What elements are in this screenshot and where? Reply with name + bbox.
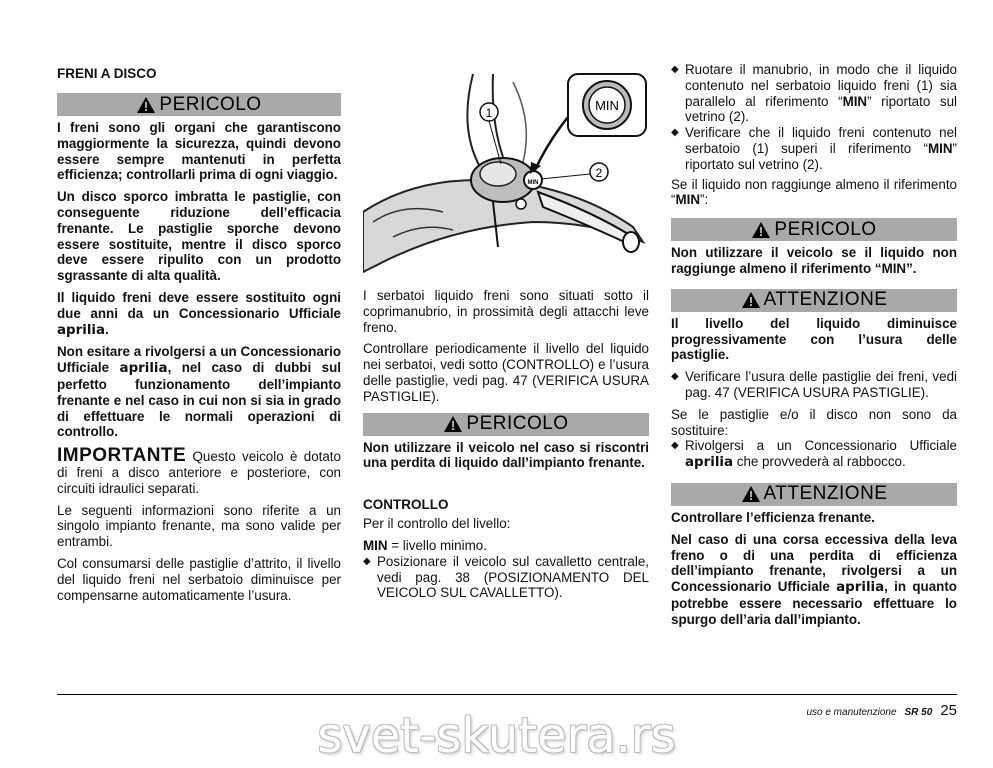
important-text: Questo veicolo è dotato di freni a disco anteriore e posteriore, con circuiti idraulici separati. bbox=[57, 449, 341, 496]
warning-text-3-body: Il liquido freni deve essere sostituito ogni due anni da un Concessionario Ufficiale bbox=[57, 289, 341, 321]
list-item bbox=[363, 554, 649, 601]
dealer-list bbox=[671, 438, 957, 471]
if-paragraph bbox=[671, 177, 957, 209]
important-note bbox=[57, 445, 341, 496]
brake-reservoir-illustration bbox=[363, 62, 649, 282]
pericolo-banner-3 bbox=[671, 218, 957, 241]
warning-text-2: Un disco sporco imbratta le pastiglie, con conseguente riduzione dell’efficacia frenante. Le pastiglie sporche devono essere sostituite, mentre il disco sporco deve essere ripulito con un prodotto sgrassante di alta qualità. bbox=[57, 189, 341, 284]
min-inset-label: MIN bbox=[595, 98, 619, 113]
pericolo-label: PERICOLO bbox=[774, 218, 877, 240]
attention-text-efficiency: Controllare l’efficienza frenante. bbox=[671, 509, 875, 525]
column-right bbox=[671, 62, 957, 634]
controllo-list bbox=[363, 554, 649, 601]
warning-triangle-icon bbox=[741, 485, 761, 503]
bleed-a: Nel caso di una corsa eccessiva della leva freno o di una perdita di efficienza dell’impianto frenante, rivolgersi a un Concessionario Ufficiale bbox=[671, 531, 957, 595]
pericolo-banner-2 bbox=[363, 413, 649, 436]
warning-text-leak: Non utilizzare il veicolo nel caso si riscontri una perdita di liquido dall’impianto frenante. bbox=[363, 439, 649, 471]
attenzione-banner-2 bbox=[671, 483, 957, 506]
brand-name: aprilia bbox=[685, 455, 734, 471]
min-term: MIN bbox=[675, 192, 701, 208]
min-term: MIN bbox=[927, 140, 953, 156]
list-item bbox=[671, 369, 957, 401]
attention-text-bleed bbox=[671, 532, 957, 628]
warning-triangle-icon bbox=[751, 221, 771, 239]
list-item bbox=[671, 125, 957, 172]
page-number: 25 bbox=[940, 702, 957, 719]
watermark-text: svet-skutera.rs bbox=[317, 708, 676, 764]
if-b: ”: bbox=[700, 192, 709, 208]
check-paragraph: Controllare periodicamente il livello del liquido nei serbatoi, vedi sotto (CONTROLLO) e l’usura delle pastiglie, vedi pag. 47 (VERIFICA USURA PASTIGLIE). bbox=[363, 341, 649, 404]
brand-name: aprilia bbox=[119, 361, 168, 377]
warning-text-4 bbox=[57, 344, 341, 440]
pericolo-banner bbox=[57, 93, 341, 116]
footer-manual: uso e manutenzione bbox=[806, 707, 897, 718]
min-term: MIN bbox=[363, 537, 388, 553]
attenzione-label: ATTENZIONE bbox=[763, 483, 888, 505]
step1-a: Ruotare il manubrio, in modo che il liquido contenuto nel serbatoio liquido freni (1) sia parallelo al riferimento “ bbox=[685, 62, 957, 109]
warning-triangle-icon bbox=[741, 291, 761, 309]
dealer-b: che provvederà al rabbocco. bbox=[733, 454, 906, 470]
pads-list bbox=[671, 369, 957, 401]
list-item-text: Verificare l’usura delle pastiglie dei freni, vedi pag. 47 (VERIFICA USURA PASTIGLIE). bbox=[685, 369, 957, 400]
if-a: Se il liquido non raggiunge almeno il riferimento “ bbox=[671, 176, 957, 208]
info-paragraph: Le seguenti informazioni sono riferite a un singolo impianto frenante, ma sono valide per entrambi. bbox=[57, 502, 341, 550]
attenzione-label: ATTENZIONE bbox=[763, 289, 888, 311]
callout-1: 1 bbox=[485, 106, 493, 120]
list-item bbox=[671, 438, 957, 471]
list-item-text: Posizionare il veicolo sul cavalletto centrale, vedi pag. 38 (POSIZIONAMENTO DEL VEICOLO SUL CAVALLETTO). bbox=[377, 553, 649, 601]
min-definition bbox=[363, 538, 649, 554]
callout-2: 2 bbox=[595, 166, 603, 180]
controllo-intro: Per il controllo del livello: bbox=[363, 516, 511, 532]
wear-paragraph: Col consumarsi delle pastiglie d’attrito, il livello del liquido freni nel serbatoio diminuisce per compensarne automaticamente l’usura. bbox=[57, 555, 341, 603]
diamond-bullet-icon: ◆ bbox=[671, 127, 679, 139]
warning-text-min: Non utilizzare il veicolo se il liquido non raggiunge almeno il riferimento “MIN”. bbox=[671, 245, 957, 276]
min-def: = livello minimo. bbox=[387, 537, 487, 553]
warning-triangle-icon bbox=[136, 96, 156, 114]
step2-b: ” riportato sul vetrino (2). bbox=[685, 140, 957, 172]
dealer-a: Rivolgersi a un Concessionario Ufficiale bbox=[685, 438, 957, 454]
column-left bbox=[57, 62, 341, 609]
section-title-controllo: CONTROLLO bbox=[363, 497, 449, 513]
steps-list bbox=[671, 62, 957, 173]
brand-name: aprilia bbox=[57, 322, 106, 338]
column-middle bbox=[363, 62, 649, 607]
bleed-b: , in quanto potrebbe essere necessario effettuare lo spurgo dell’aria dall’impianto. bbox=[671, 579, 957, 627]
step2-a: Verificare che il liquido freni contenuto nel serbatoio (1) superi il riferimento “ bbox=[685, 125, 957, 156]
important-label: IMPORTANTE bbox=[57, 445, 187, 467]
pads-paragraph: Se le pastiglie e/o il disco non sono da sostituire: bbox=[671, 406, 957, 438]
section-title-freni: FRENI A DISCO bbox=[57, 66, 157, 81]
reservoir-paragraph: I serbatoi liquido freni sono situati sotto il coprimanubrio, in prossimità degli attacchi leve freno. bbox=[363, 288, 649, 335]
diamond-bullet-icon: ◆ bbox=[671, 440, 679, 452]
min-small-label: MIN bbox=[527, 180, 539, 186]
warning-text-3: Il liquido freni deve essere sostituito ogni due anni da un Concessionario Ufficiale aprilia. bbox=[57, 289, 341, 338]
pericolo-label: PERICOLO bbox=[466, 413, 569, 435]
warning-text-1: I freni sono gli organi che garantiscono maggiormente la sicurezza, quindi devono essere sempre mantenuti in perfetta efficienza; controllarli prima di ogni viaggio. bbox=[57, 120, 341, 183]
footer-model: SR 50 bbox=[904, 707, 933, 718]
attenzione-banner-1 bbox=[671, 289, 957, 312]
footer-divider bbox=[57, 694, 957, 695]
diamond-bullet-icon: ◆ bbox=[363, 555, 371, 567]
pericolo-label: PERICOLO bbox=[159, 93, 262, 115]
list-item bbox=[671, 62, 957, 125]
diamond-bullet-icon: ◆ bbox=[671, 64, 679, 75]
min-term: MIN bbox=[842, 93, 868, 109]
warning-text-4-b: , nel caso di dubbi sul perfetto funzionamento dell’impianto frenante e nel caso in cui non si sia in grado di effettuare le normali operazioni di controllo. bbox=[57, 360, 341, 440]
diamond-bullet-icon: ◆ bbox=[671, 371, 679, 383]
warning-text-4-a: Non esitare a rivolgersi a un Concessionario Ufficiale bbox=[57, 344, 341, 376]
brand-name: aprilia bbox=[836, 580, 885, 596]
step1-b: ” riportato sul vetrino (2). bbox=[685, 93, 958, 125]
attention-text-level: Il livello del liquido diminuisce progressivamente con l’usura delle pastiglie. bbox=[671, 315, 957, 363]
warning-triangle-icon bbox=[443, 415, 463, 433]
